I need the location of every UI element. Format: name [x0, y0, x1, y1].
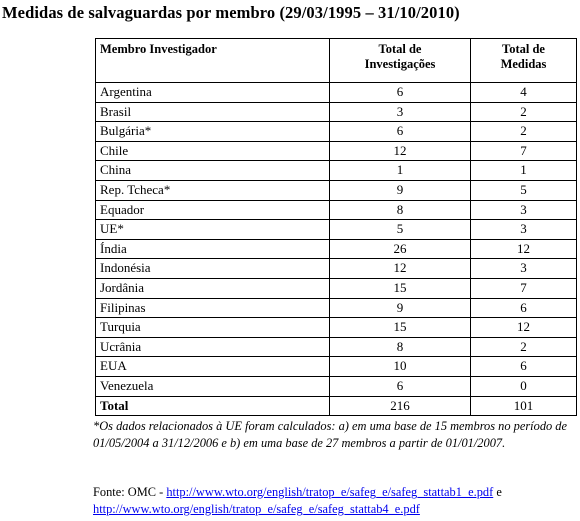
total-measures: 101: [471, 396, 577, 416]
safeguards-table: [95, 38, 577, 416]
header-measures-line1: Total de: [502, 42, 545, 56]
total-investigations: 216: [330, 396, 471, 416]
measures-cell: 6: [471, 357, 577, 377]
header-measures-line2: Medidas: [500, 57, 547, 71]
member-cell: Indonésia: [96, 259, 330, 279]
table-row: [96, 259, 577, 279]
table-row: [96, 376, 577, 396]
measures-cell: 3: [471, 200, 577, 220]
member-cell: Argentina: [96, 83, 330, 103]
table-row: [96, 83, 577, 103]
member-cell: Bulgária*: [96, 122, 330, 142]
header-member: Membro Investigador: [96, 39, 330, 83]
table-row: [96, 298, 577, 318]
measures-cell: 12: [471, 239, 577, 259]
table-row: [96, 337, 577, 357]
footnote: *Os dados relacionados à UE foram calculados: a) em uma base de 15 membros no período de 01/05/2004 a 31/12/2006 e b) em uma base de 27 membros a partir de 01/01/2007.: [93, 419, 568, 450]
table-row: [96, 318, 577, 338]
member-cell: UE*: [96, 220, 330, 240]
investigations-cell: 5: [330, 220, 471, 240]
measures-cell: 7: [471, 141, 577, 161]
member-cell: Filipinas: [96, 298, 330, 318]
investigations-cell: 8: [330, 337, 471, 357]
table-row: [96, 141, 577, 161]
source-line: [93, 484, 577, 517]
member-cell: Venezuela: [96, 376, 330, 396]
table-row: [96, 200, 577, 220]
investigations-cell: 8: [330, 200, 471, 220]
investigations-cell: 15: [330, 318, 471, 338]
table-row: [96, 220, 577, 240]
table-row: [96, 278, 577, 298]
measures-cell: 4: [471, 83, 577, 103]
member-cell: Chile: [96, 141, 330, 161]
member-cell: Equador: [96, 200, 330, 220]
investigations-cell: 3: [330, 102, 471, 122]
table-header-row: [96, 39, 577, 83]
header-investigations-line1: Total de: [378, 42, 422, 56]
investigations-cell: 1: [330, 161, 471, 181]
table-body: [96, 83, 577, 416]
member-cell: Rep. Tcheca*: [96, 180, 330, 200]
table-row: [96, 180, 577, 200]
measures-cell: 2: [471, 102, 577, 122]
investigations-cell: 15: [330, 278, 471, 298]
measures-cell: 3: [471, 220, 577, 240]
investigations-cell: 6: [330, 83, 471, 103]
measures-cell: 0: [471, 376, 577, 396]
table-row: [96, 357, 577, 377]
total-label: Total: [96, 396, 330, 416]
investigations-cell: 6: [330, 122, 471, 142]
member-cell: Jordânia: [96, 278, 330, 298]
member-cell: Índia: [96, 239, 330, 259]
header-investigations: [330, 39, 471, 83]
source-link-1[interactable]: http://www.wto.org/english/tratop_e/safeg_e/safeg_stattab1_e.pdf: [166, 485, 494, 499]
investigations-cell: 12: [330, 141, 471, 161]
measures-cell: 3: [471, 259, 577, 279]
measures-cell: 2: [471, 337, 577, 357]
table-row: [96, 161, 577, 181]
header-investigations-line2: Investigações: [364, 57, 436, 71]
investigations-cell: 9: [330, 180, 471, 200]
investigations-cell: 10: [330, 357, 471, 377]
investigations-cell: 6: [330, 376, 471, 396]
member-cell: Ucrânia: [96, 337, 330, 357]
header-measures: [471, 39, 577, 83]
table-row: [96, 239, 577, 259]
page-title: Medidas de salvaguardas por membro (29/03/1995 – 31/10/2010): [2, 3, 460, 22]
member-cell: EUA: [96, 357, 330, 377]
measures-cell: 7: [471, 278, 577, 298]
table-row: [96, 102, 577, 122]
member-cell: China: [96, 161, 330, 181]
source-prefix: Fonte: OMC -: [93, 485, 167, 499]
member-cell: Brasil: [96, 102, 330, 122]
measures-cell: 1: [471, 161, 577, 181]
investigations-cell: 12: [330, 259, 471, 279]
member-cell: Turquia: [96, 318, 330, 338]
source-link-2[interactable]: http://www.wto.org/english/tratop_e/safeg_e/safeg_stattab4_e.pdf: [93, 501, 420, 516]
measures-cell: 12: [471, 318, 577, 338]
investigations-cell: 26: [330, 239, 471, 259]
table-row: [96, 122, 577, 142]
investigations-cell: 9: [330, 298, 471, 318]
table-total-row: [96, 396, 577, 416]
measures-cell: 5: [471, 180, 577, 200]
measures-cell: 2: [471, 122, 577, 142]
measures-cell: 6: [471, 298, 577, 318]
source-connector: e: [493, 485, 502, 499]
